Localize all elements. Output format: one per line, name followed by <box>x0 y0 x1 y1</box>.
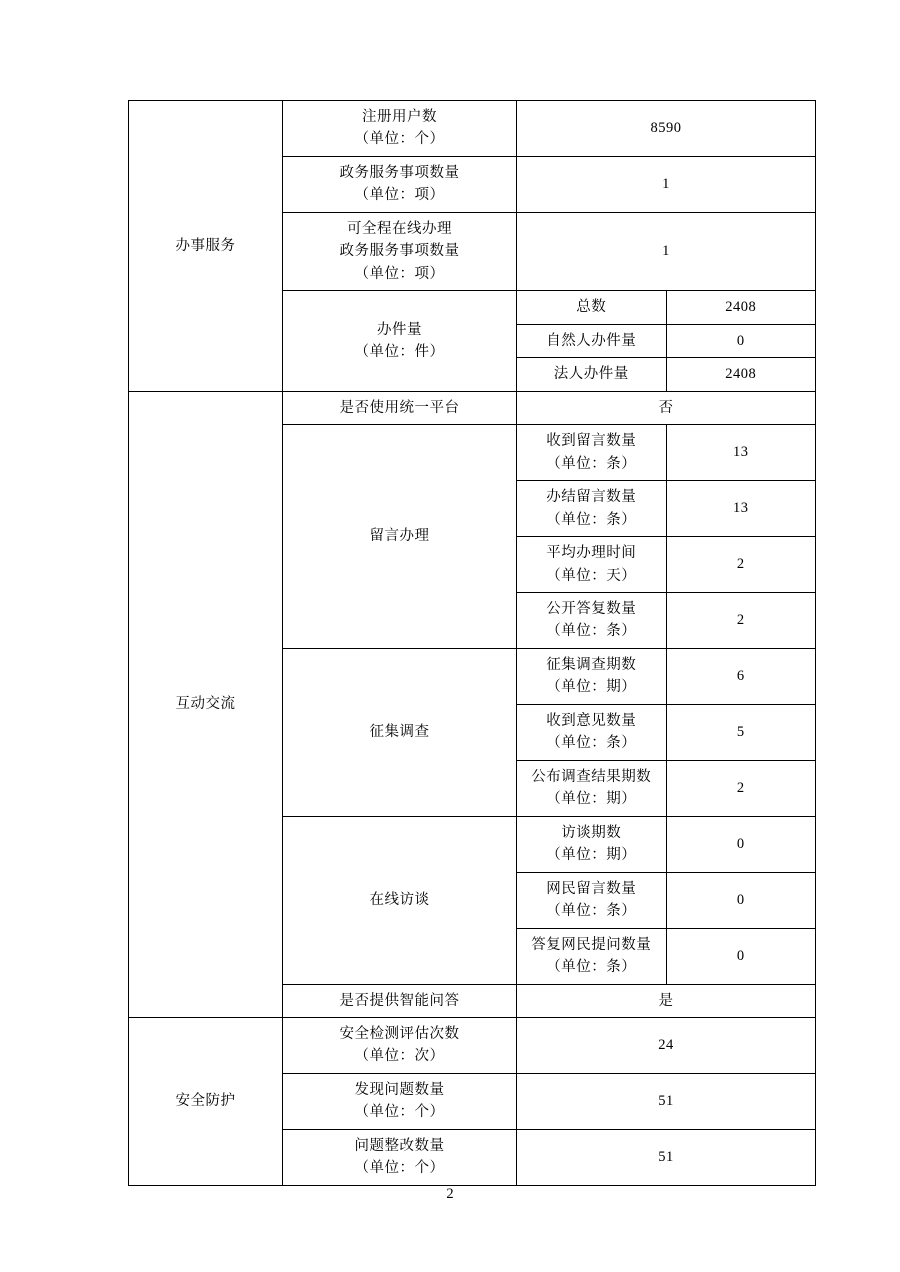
value-cell: 2 <box>666 760 816 816</box>
subitem-cell: 法人办件量 <box>517 358 667 391</box>
value-cell: 2408 <box>666 358 816 391</box>
value-cell: 6 <box>666 648 816 704</box>
item-cell: 征集调查 <box>283 648 517 816</box>
item-cell: 是否使用统一平台 <box>283 391 517 424</box>
category-cell: 互动交流 <box>129 391 283 1017</box>
value-cell: 1 <box>517 156 816 212</box>
value-cell: 0 <box>666 816 816 872</box>
value-cell: 5 <box>666 704 816 760</box>
item-cell: 安全检测评估次数 （单位：次） <box>283 1018 517 1074</box>
value-cell: 2 <box>666 537 816 593</box>
value-cell: 51 <box>517 1129 816 1185</box>
page-number: 2 <box>446 1186 454 1202</box>
category-cell: 安全防护 <box>129 1018 283 1186</box>
item-cell: 办件量 （单位：件） <box>283 291 517 391</box>
value-cell: 2408 <box>666 291 816 324</box>
value-cell: 8590 <box>517 101 816 157</box>
subitem-cell: 网民留言数量 （单位：条） <box>517 872 667 928</box>
value-cell: 0 <box>666 872 816 928</box>
value-cell: 0 <box>666 324 816 357</box>
subitem-cell: 访谈期数 （单位：期） <box>517 816 667 872</box>
report-table-container <box>128 100 788 1186</box>
table-row <box>129 101 816 157</box>
value-cell: 13 <box>666 481 816 537</box>
subitem-cell: 收到意见数量 （单位：条） <box>517 704 667 760</box>
subitem-cell: 征集调查期数 （单位：期） <box>517 648 667 704</box>
item-cell: 发现问题数量 （单位：个） <box>283 1073 517 1129</box>
subitem-cell: 办结留言数量 （单位：条） <box>517 481 667 537</box>
table-row <box>129 391 816 424</box>
subitem-cell: 自然人办件量 <box>517 324 667 357</box>
value-cell: 否 <box>517 391 816 424</box>
subitem-cell: 平均办理时间 （单位：天） <box>517 537 667 593</box>
table-row <box>129 1018 816 1074</box>
item-cell: 是否提供智能问答 <box>283 984 517 1017</box>
value-cell: 1 <box>517 212 816 290</box>
item-cell: 注册用户数 （单位：个） <box>283 101 517 157</box>
value-cell: 24 <box>517 1018 816 1074</box>
value-cell: 是 <box>517 984 816 1017</box>
subitem-cell: 公布调查结果期数 （单位：期） <box>517 760 667 816</box>
value-cell: 2 <box>666 592 816 648</box>
item-cell: 可全程在线办理 政务服务事项数量 （单位：项） <box>283 212 517 290</box>
subitem-cell: 收到留言数量 （单位：条） <box>517 425 667 481</box>
item-cell: 在线访谈 <box>283 816 517 984</box>
value-cell: 13 <box>666 425 816 481</box>
item-cell: 留言办理 <box>283 425 517 649</box>
annual-report-statistics-table <box>128 100 816 1186</box>
subitem-cell: 公开答复数量 （单位：条） <box>517 592 667 648</box>
item-cell: 政务服务事项数量 （单位：项） <box>283 156 517 212</box>
item-cell: 问题整改数量 （单位：个） <box>283 1129 517 1185</box>
category-cell: 办事服务 <box>129 101 283 392</box>
value-cell: 0 <box>666 928 816 984</box>
subitem-cell: 总数 <box>517 291 667 324</box>
value-cell: 51 <box>517 1073 816 1129</box>
subitem-cell: 答复网民提问数量 （单位：条） <box>517 928 667 984</box>
